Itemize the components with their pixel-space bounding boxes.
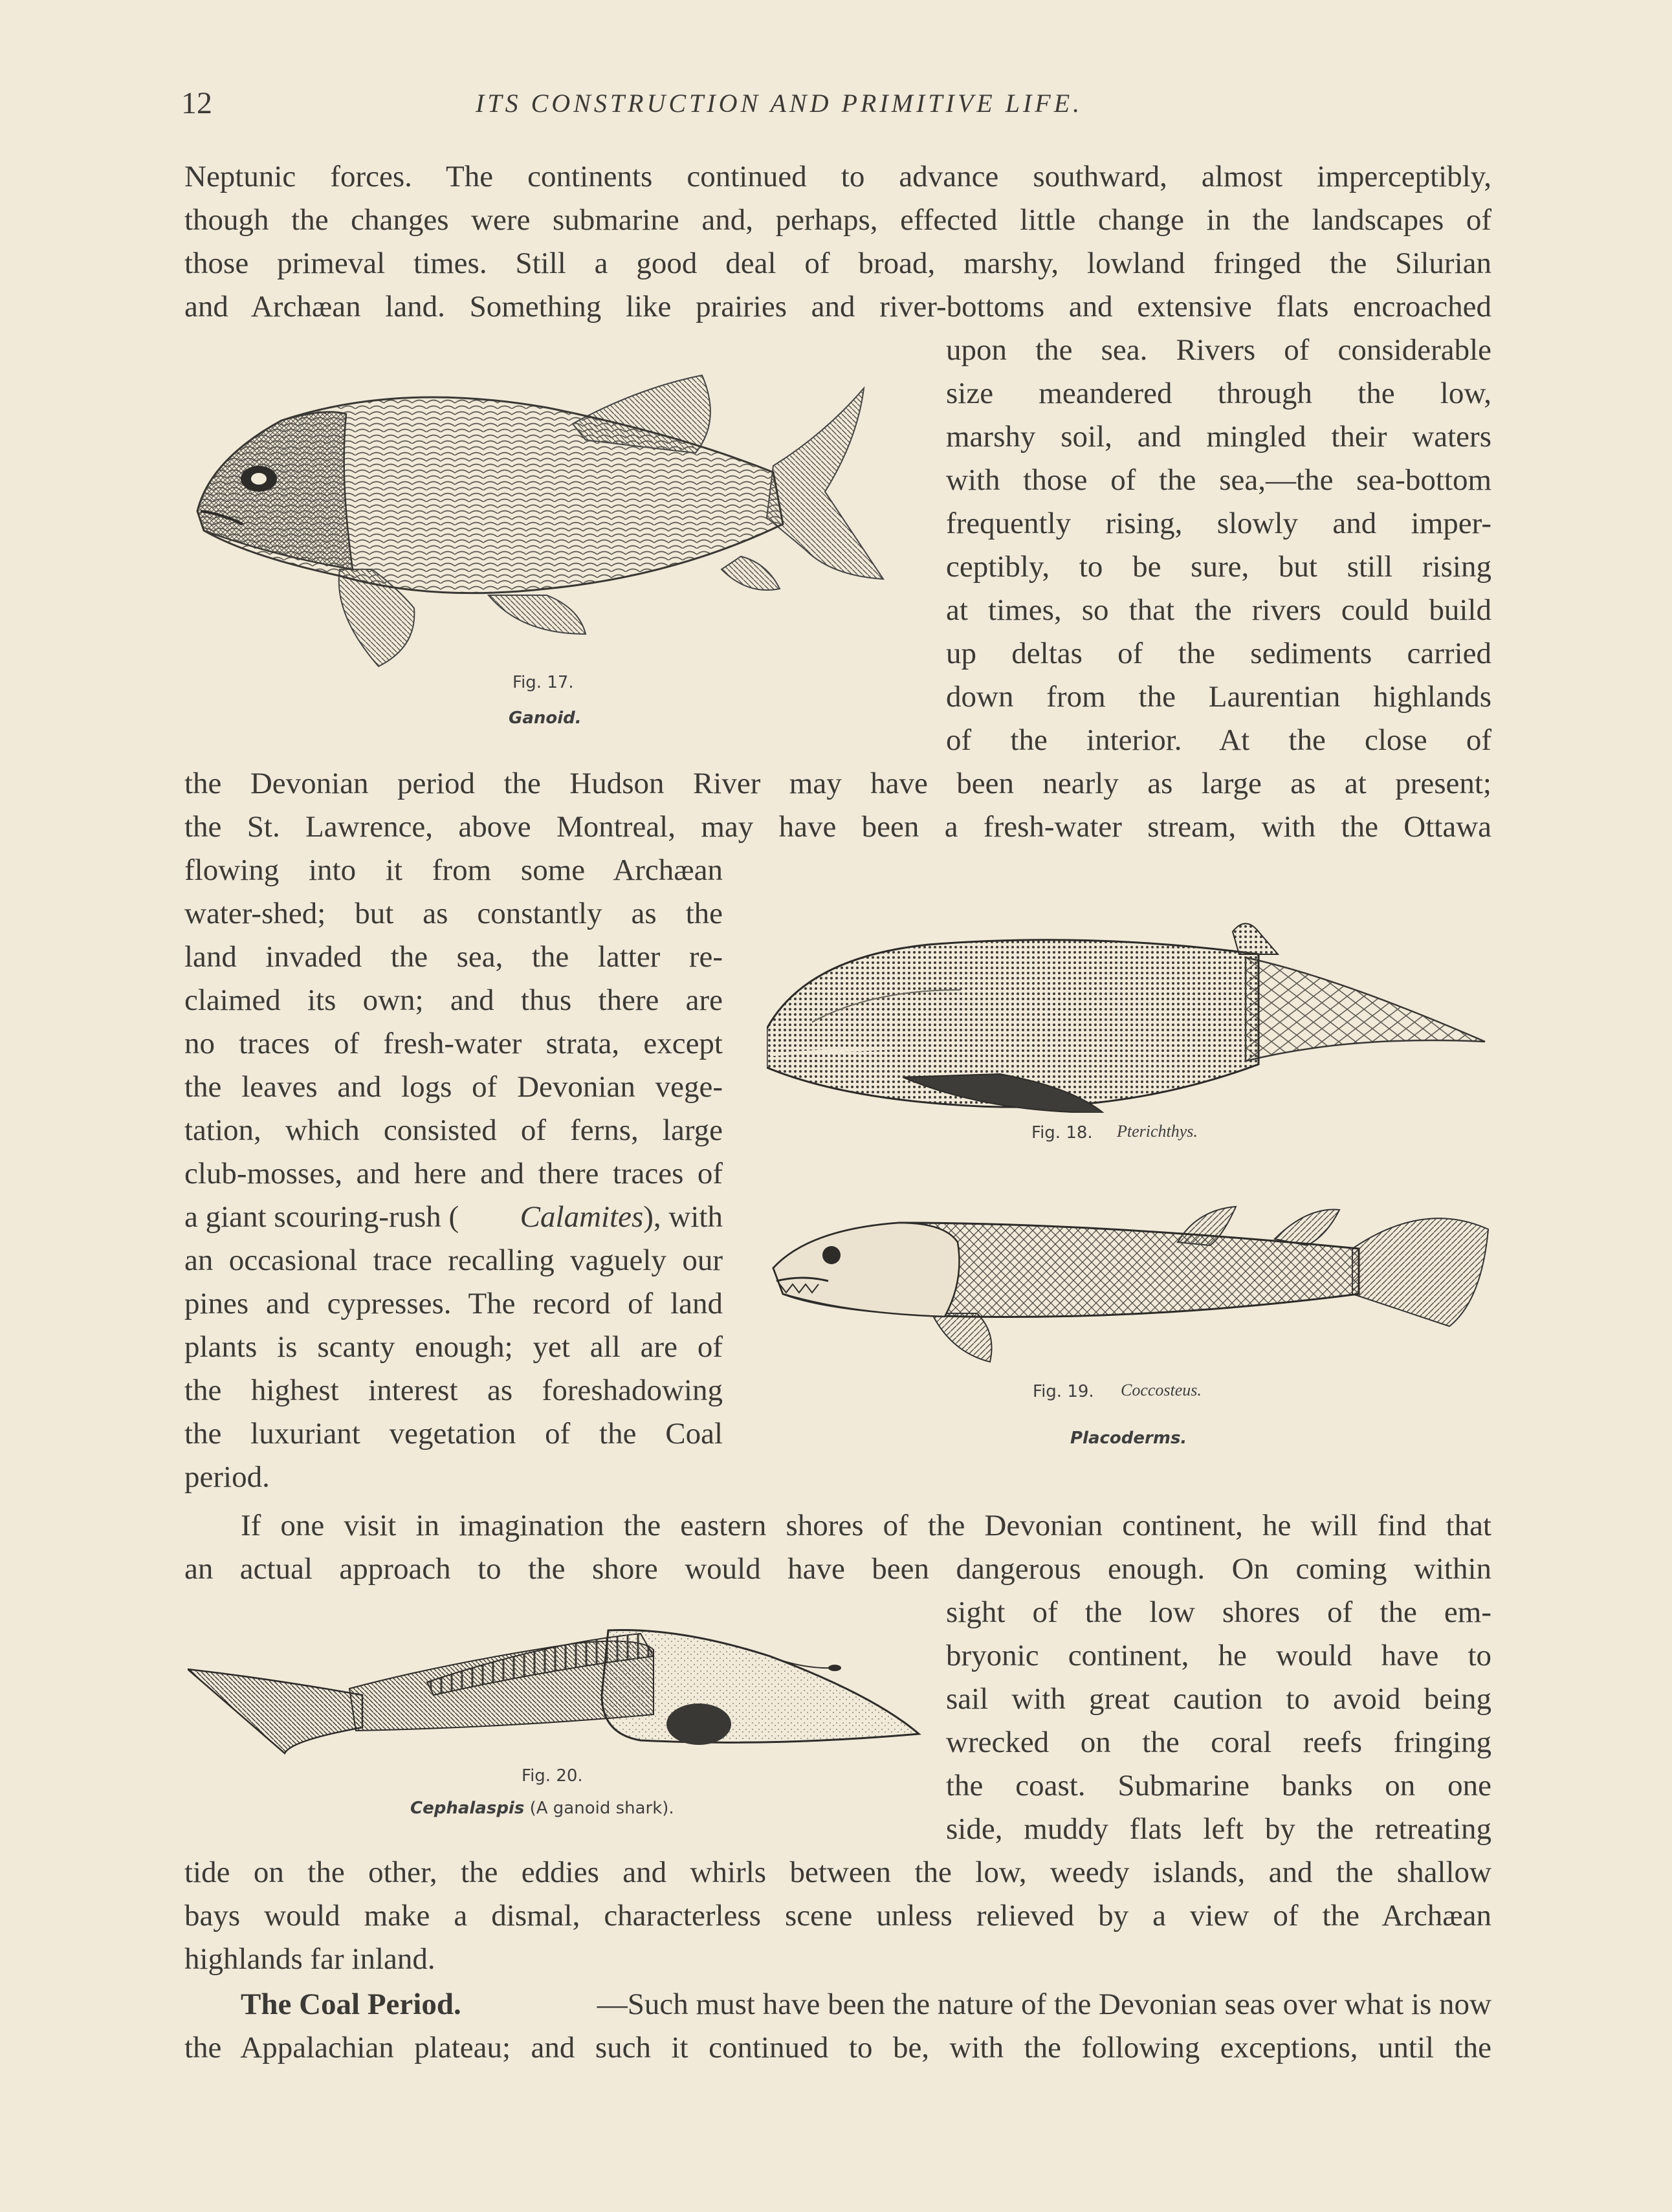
- text-line: tide on the other, the eddies and whirls between the low, weedy islands, and the shallow: [184, 1856, 1491, 1889]
- text-line: and Archæan land. Something like prairies and river-bottoms and extensive flats encroached: [184, 290, 1491, 323]
- text-line: tation, which consisted of ferns, large: [184, 1113, 723, 1147]
- text-line: no traces of fresh-water strata, except: [184, 1027, 723, 1060]
- text-line: plants is scanty enough; yet all are of: [184, 1330, 723, 1364]
- text-line: the leaves and logs of Devonian vege-: [184, 1070, 723, 1104]
- figure-label: Fig. 20.: [522, 1766, 583, 1786]
- text-line: with those of the sea,—the sea-bottom: [946, 463, 1491, 497]
- cephalaspis-illustration: [188, 1617, 922, 1773]
- figure-caption: Coccosteus.: [1121, 1381, 1202, 1399]
- figure-label: Fig. 18.: [1031, 1123, 1093, 1143]
- text-segment: a giant scouring-rush (: [184, 1200, 459, 1234]
- text-line: period.: [184, 1460, 270, 1494]
- text-line: sight of the low shores of the em-: [946, 1595, 1491, 1629]
- figure-label: Fig. 19.: [1033, 1382, 1094, 1401]
- figure-group-caption: Placoderms.: [1070, 1429, 1187, 1448]
- figure-caption: Pterichthys.: [1117, 1122, 1198, 1141]
- figure-caption-rest: (A ganoid shark).: [529, 1799, 674, 1818]
- page-number: 12: [181, 86, 212, 120]
- figure-caption: [410, 1799, 674, 1818]
- text-line: If one visit in imagination the eastern shores of the Devonian continent, he will find that: [241, 1509, 1491, 1542]
- text-line: frequently rising, slowly and imper-: [946, 507, 1491, 540]
- text-line: an actual approach to the shore would have been dangerous enough. On coming within: [184, 1552, 1491, 1586]
- text-line: the coast. Submarine banks on one: [946, 1769, 1491, 1802]
- text-line: an occasional trace recalling vaguely our: [184, 1243, 723, 1277]
- text-line: pines and cypresses. The record of land: [184, 1287, 723, 1320]
- text-line: the luxuriant vegetation of the Coal: [184, 1417, 723, 1451]
- text-line: size meandered through the low,: [946, 377, 1491, 410]
- text-line: highlands far inland.: [184, 1942, 435, 1976]
- text-line: water-shed; but as constantly as the: [184, 897, 723, 930]
- text-line: up deltas of the sediments carried: [946, 637, 1491, 670]
- figure-label: Fig. 17.: [512, 673, 574, 692]
- text-line: Neptunic forces. The continents continued to advance southward, almost imperceptibly,: [184, 160, 1491, 193]
- text-line: at times, so that the rivers could build: [946, 593, 1491, 627]
- text-line: the Devonian period the Hudson River may have been nearly as large as at present;: [184, 767, 1491, 800]
- text-line: bryonic continent, he would have to: [946, 1639, 1491, 1672]
- text-line: club-mosses, and here and there traces of: [184, 1157, 723, 1190]
- coccosteus-illustration: [770, 1203, 1491, 1365]
- text-line: land invaded the sea, the latter re-: [184, 940, 723, 974]
- text-line: claimed its own; and thus there are: [184, 983, 723, 1017]
- text-line: ceptibly, to be sure, but still rising: [946, 550, 1491, 584]
- text-line: the St. Lawrence, above Montreal, may have been a fresh-water stream, with the Ottawa: [184, 810, 1491, 844]
- text-line: flowing into it from some Archæan: [184, 853, 723, 887]
- text-segment: ), with: [643, 1200, 723, 1234]
- text-line: [184, 1198, 723, 1236]
- section-heading: The Coal Period.: [241, 1988, 461, 2021]
- text-line: side, muddy flats left by the retreating: [946, 1812, 1491, 1846]
- text-line: of the interior. At the close of: [946, 723, 1491, 757]
- text-segment: —Such must have been the nature of the Devonian seas over what is now: [597, 1988, 1491, 2021]
- text-line: bays would make a dismal, characterless scene unless relieved by a view of the Archæan: [184, 1899, 1491, 1933]
- running-title: ITS CONSTRUCTION AND PRIMITIVE LIFE.: [476, 89, 1083, 118]
- figure-caption: Ganoid.: [509, 708, 582, 728]
- text-line: the Appalachian plateau; and such it continued to be, with the following exceptions, until the: [184, 2031, 1491, 2064]
- text-line: upon the sea. Rivers of considerable: [946, 333, 1491, 367]
- text-segment-italic: Calamites: [520, 1200, 644, 1234]
- ganoid-fish-illustration: [184, 362, 903, 679]
- figure-caption-name: Cephalaspis: [410, 1799, 525, 1818]
- text-line: marshy soil, and mingled their waters: [946, 420, 1491, 454]
- text-line: sail with great caution to avoid being: [946, 1682, 1491, 1716]
- text-line: down from the Laurentian highlands: [946, 680, 1491, 714]
- text-line: wrecked on the coral reefs fringing: [946, 1725, 1491, 1759]
- text-line: [241, 1985, 1491, 2024]
- pterichthys-illustration: [767, 919, 1491, 1113]
- text-line: though the changes were submarine and, perhaps, effected little change in the landscapes of: [184, 203, 1491, 237]
- text-line: those primeval times. Still a good deal of broad, marshy, lowland fringed the Silurian: [184, 246, 1491, 280]
- text-line: the highest interest as foreshadowing: [184, 1374, 723, 1407]
